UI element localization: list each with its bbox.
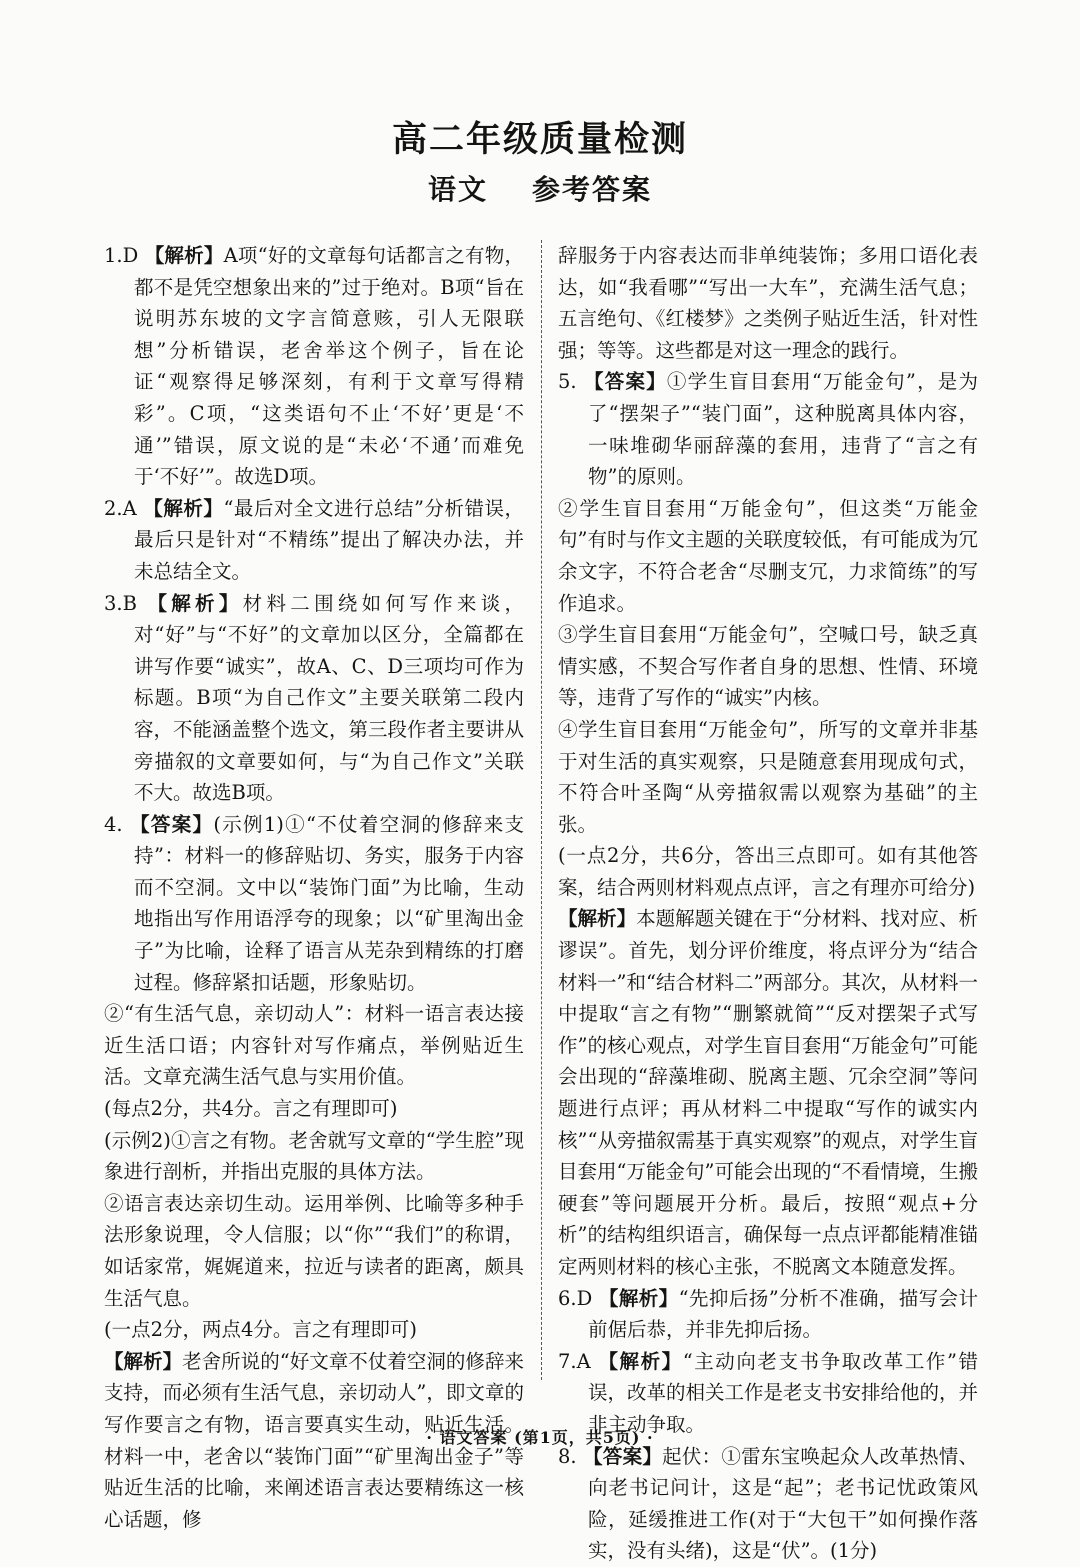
- answer-text: 材料二围绕如何写作来谈，对“好”与“不好”的文章加以区分，全篇都在讲写作要“诚实”，故A、C、D三项均可作为标题。B项“为自己作文”主要关联第二段内容，不能涵盖整个选文，第三段作者主要讲从旁描叙的文章要如何，与“为自己作文”关联不大。故选B项。: [134, 591, 525, 805]
- answer-text: (每点2分，共4分。言之有理即可): [104, 1097, 398, 1121]
- answer-key-label: 参考答案: [532, 173, 653, 206]
- section-tag: 【解析】: [144, 244, 224, 267]
- answer-item: [104, 588, 524, 809]
- answer-text: “主动向老支书争取改革工作”错误，改革的相关工作是老支书安排给他的，并非主动争取。: [588, 1349, 979, 1436]
- answer-text: “最后对全文进行总结”分析错误，最后只是针对“不精练”提出了解决办法，并未总结全文。: [134, 496, 524, 583]
- answer-text: ③学生盲目套用“万能金句”，空喊口号，缺乏真情实感，不契合写作者自身的思想、性情、环境等，违背了写作的“诚实”内核。: [558, 623, 978, 710]
- question-number: 6.D: [558, 1286, 593, 1310]
- answer-text: (示例2)①言之有物。老舍就写文章的“学生腔”现象进行剖析，并指出克服的具体方法。: [104, 1128, 524, 1184]
- answer-paragraph: [104, 1314, 524, 1346]
- answer-text: (一点2分，两点4分。言之有理即可): [104, 1318, 418, 1342]
- page-title: 高二年级质量检测: [391, 119, 688, 160]
- answer-text: ②语言表达亲切生动。运用举例、比喻等多种手法形象说理，令人信服；以“你”“我们”的称谓，如话家常，娓娓道来，拉近与读者的距离，颇具生活气息。: [104, 1191, 524, 1310]
- answer-paragraph: [104, 1188, 524, 1314]
- answer-text: ④学生盲目套用“万能金句”，所写的文章并非基于对生活的真实观察，只是随意套用现成句式，不符合叶圣陶“从旁描叙需以观察为基础”的主张。: [558, 717, 978, 836]
- section-tag: 【解析】: [598, 1286, 679, 1310]
- right-column: [558, 240, 978, 1567]
- answer-paragraph: [104, 998, 524, 1093]
- answer-paragraph: [558, 903, 978, 1282]
- answer-paragraph: [558, 714, 978, 840]
- column-divider: [541, 240, 542, 1380]
- answer-paragraph: [558, 840, 978, 903]
- section-tag: 【答案】: [130, 812, 214, 836]
- section-tag: 【解析】: [147, 591, 243, 615]
- question-number: 3.B: [104, 591, 137, 615]
- answer-item: [104, 809, 524, 999]
- answer-text: ②学生盲目套用“万能金句”，但这类“万能金句”有时与作文主题的关联度较低，有可能成为冗余文字，不符合老舍“尽删支冗，力求简练”的写作追求。: [558, 496, 978, 615]
- answer-item: [558, 1441, 978, 1567]
- section-tag: 【解析】: [598, 1349, 683, 1373]
- answer-text: (示例1)①“不仗着空洞的修辞来支持”：材料一的修辞贴切、务实，服务于内容而不空洞。文中以“装饰门面”为比喻，生动地指出写作用语浮夸的现象；以“矿里淘出金子”为比喻，诠释了语言从芜杂到精练的打磨过程。修辞紧扣话题，形象贴切。: [134, 812, 524, 994]
- answer-item: [558, 1283, 978, 1346]
- answer-paragraph: [558, 493, 978, 619]
- question-number: 4.: [104, 812, 123, 836]
- answer-text: ①学生盲目套用“万能金句”，是为了“摆架子”“装门面”，这种脱离具体内容，一味堆砌华丽辞藻的套用，违背了“言之有物”的原则。: [588, 370, 978, 489]
- answer-item: [104, 240, 524, 493]
- answer-text: 辞服务于内容表达而非单纯装饰；多用口语化表达，如“我看哪”“写出一大车”，充满生活气息；五言绝句、《红楼梦》之类例子贴近生活，针对性强；等等。这些都是对这一理念的践行。: [558, 244, 978, 362]
- answer-paragraph: [104, 1093, 524, 1125]
- section-tag: 【解析】: [143, 496, 224, 520]
- answer-text: A项“好的文章每句话都言之有物，都不是凭空想象出来的”过于绝对。B项“旨在说明苏东坡的文字言简意赅，引人无限联想”分析错误，老舍举这个例子，旨在论证“观察得足够深刻，有利于文章写得精彩”。C项，“这类语句不止‘不好’更是‘不通’”错误，原文说的是“未必‘不通’而难免于‘不好’”。故选D项。: [134, 244, 524, 489]
- answer-paragraph: [558, 619, 978, 714]
- section-tag: 【解析】: [104, 1349, 183, 1373]
- page-footer: · 语文答案 (第1页，共5页) ·: [426, 1428, 654, 1447]
- answer-text: 老舍所说的“好文章不仗着空洞的修辞来支持，而必须有生活气息，亲切动人”，即文章的写作要言之有物，语言要真实生动，贴近生活。材料一中，老舍以“装饰门面”“矿里淘出金子”等贴近生活的比喻，来阐述语言表达要精练这一核心话题，修: [104, 1349, 524, 1531]
- subject-label: 语文: [427, 173, 488, 206]
- answer-text: 起伏：①雷东宝唤起众人改革热情、向老书记问计，这是“起”；老书记忧政策风险，延缓推进工作(对于“大包干”如何操作落实，没有头绪)，这是“伏”。(1分): [588, 1444, 978, 1563]
- answer-item: [558, 366, 978, 492]
- section-tag: 【答案】: [584, 370, 667, 394]
- answer-text: ②“有生活气息，亲切动人”：材料一语言表达接近生活口语；内容针对写作痛点，举例贴近生活。文章充满生活气息与实用价值。: [104, 1002, 524, 1089]
- answer-text: “先抑后扬”分析不准确，描写会计前倨后恭，并非先抑后扬。: [588, 1286, 978, 1342]
- question-number: 7.A: [558, 1349, 591, 1373]
- answer-text: (一点2分，共6分，答出三点即可。如有其他答案，结合两则材料观点点评，言之有理亦可给分): [558, 844, 978, 899]
- answer-item: [104, 493, 524, 588]
- answer-text: 本题解题关键在于“分材料、找对应、析谬误”。首先，划分评价维度，将点评分为“结合材料一”和“结合材料二”两部分。其次，从材料一中提取“言之有物”“删繁就简”“反对摆架子式写作”的核心观点，对学生盲目套用“万能金句”可能会出现的“辞藻堆砌、脱离主题、冗余空洞”等问题进行点评；再从材料二中提取“写作的诚实内核”“从旁描叙需基于真实观察”的观点，对学生盲目套用“万能金句”可能会出现的“不看情境，生搬硬套”等问题展开分析。最后，按照“观点+分析”的结构组织语言，确保每一点点评都能精准锚定两则材料的核心主张，不脱离文本随意发挥。: [558, 907, 978, 1278]
- section-tag: 【答案】: [583, 1444, 663, 1468]
- answer-paragraph: [558, 240, 978, 366]
- question-number: 1.D: [104, 244, 139, 267]
- question-number: 5.: [558, 370, 577, 394]
- page-subtitle: [0, 168, 1080, 208]
- question-number: 2.A: [104, 496, 137, 520]
- section-tag: 【解析】: [558, 907, 637, 931]
- question-number: 8.: [558, 1444, 577, 1468]
- left-column: [104, 240, 524, 1535]
- answer-paragraph: [104, 1125, 524, 1188]
